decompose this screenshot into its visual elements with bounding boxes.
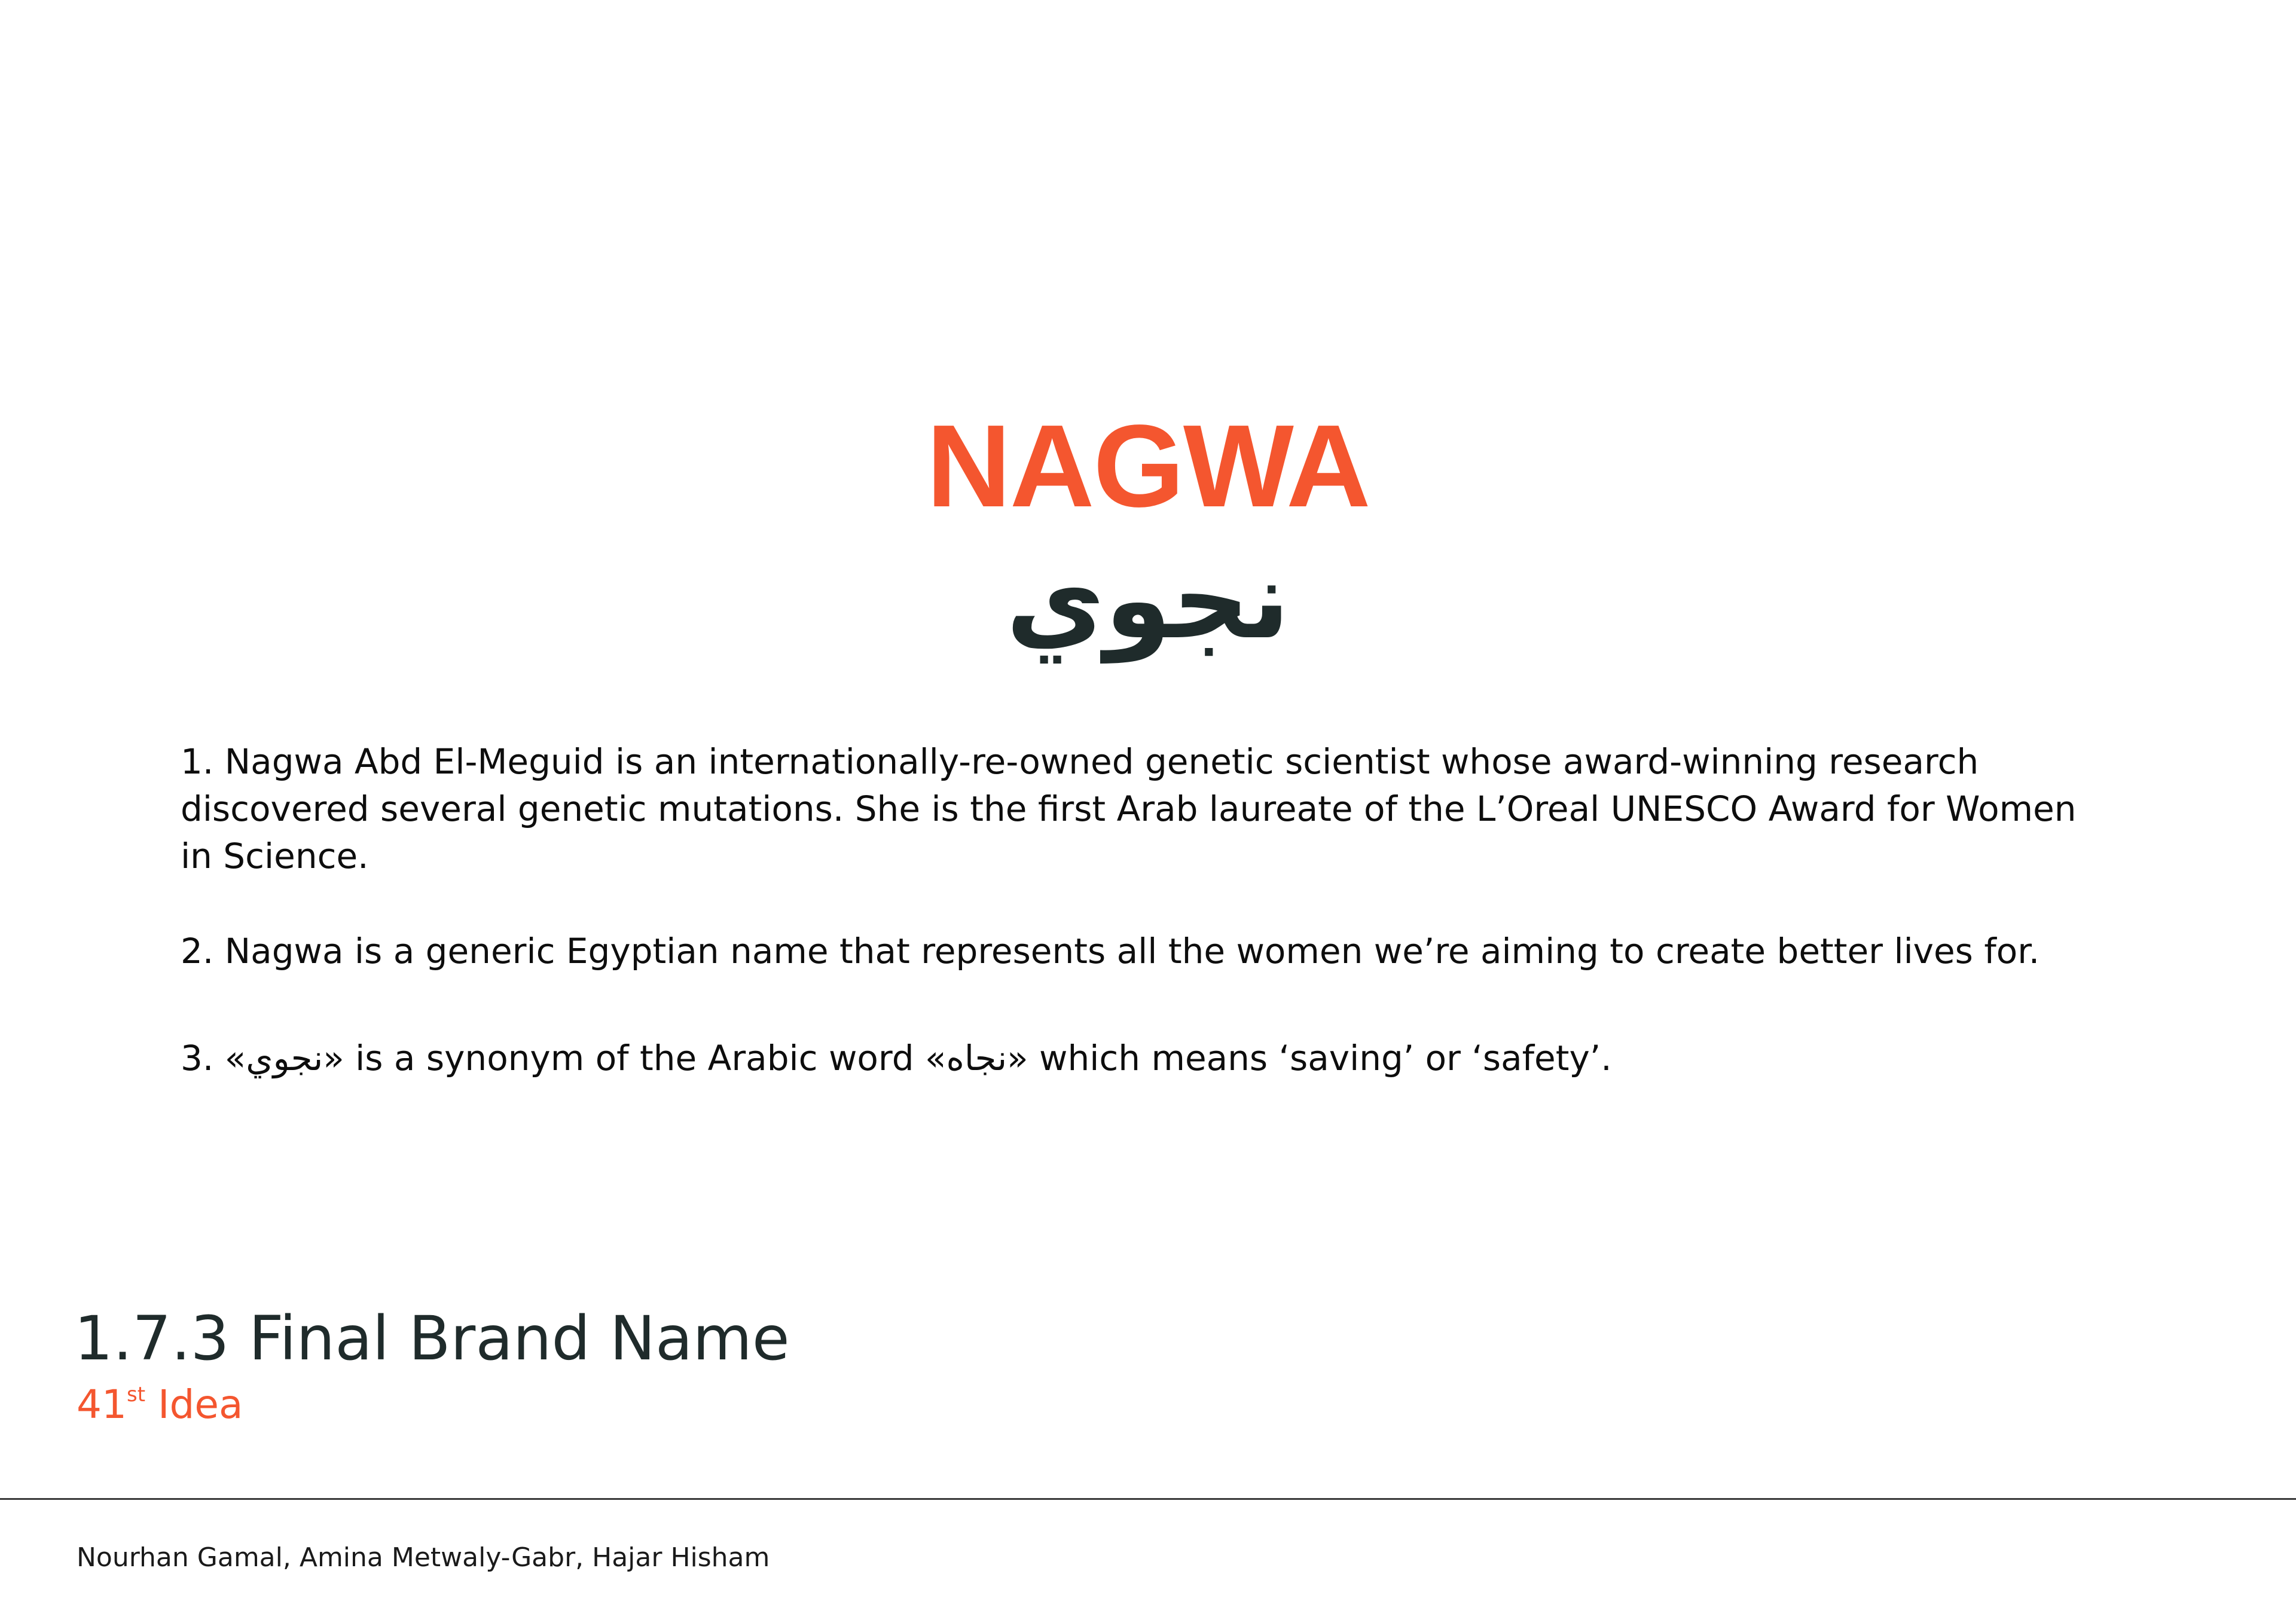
brand-name-latin: NAGWA [926, 401, 1370, 531]
rationale-item-3-middle: » is a synonym of the Arabic word « [323, 1038, 947, 1078]
rationale-item-3-prefix: 3. « [181, 1038, 246, 1078]
rationale-item-1: 1. Nagwa Abd El-Meguid is an internationally-re-owned genetic scientist whose award-winning research discovered several genetic mutations. She is the first Arab laureate of the L’Oreal UNESCO Award for Women in Science. [181, 741, 2077, 876]
arabic-word-naga: نجاه [946, 1038, 1007, 1078]
rationale-item-2: 2. Nagwa is a generic Egyptian name that represents all the women we’re aiming to create better lives for. [181, 931, 2040, 971]
rationale-list [181, 738, 2094, 1082]
section-subheading [77, 1378, 243, 1432]
footer-divider [0, 1498, 2296, 1500]
rationale-item-3 [181, 1035, 2094, 1082]
idea-ordinal-suffix: st [126, 1383, 146, 1407]
idea-number: 41 [77, 1381, 127, 1428]
section-heading: 1.7.3 Final Brand Name [74, 1303, 790, 1374]
idea-label: Idea [145, 1381, 243, 1428]
brand-name-arabic: نجوي [1006, 538, 1290, 663]
rationale-item-3-suffix: » which means ‘saving’ or ‘safety’. [1007, 1038, 1612, 1078]
footer-authors: Nourhan Gamal, Amina Metwaly-Gabr, Hajar Hisham [77, 1542, 770, 1573]
arabic-word-nagwa: نجوي [246, 1038, 323, 1078]
